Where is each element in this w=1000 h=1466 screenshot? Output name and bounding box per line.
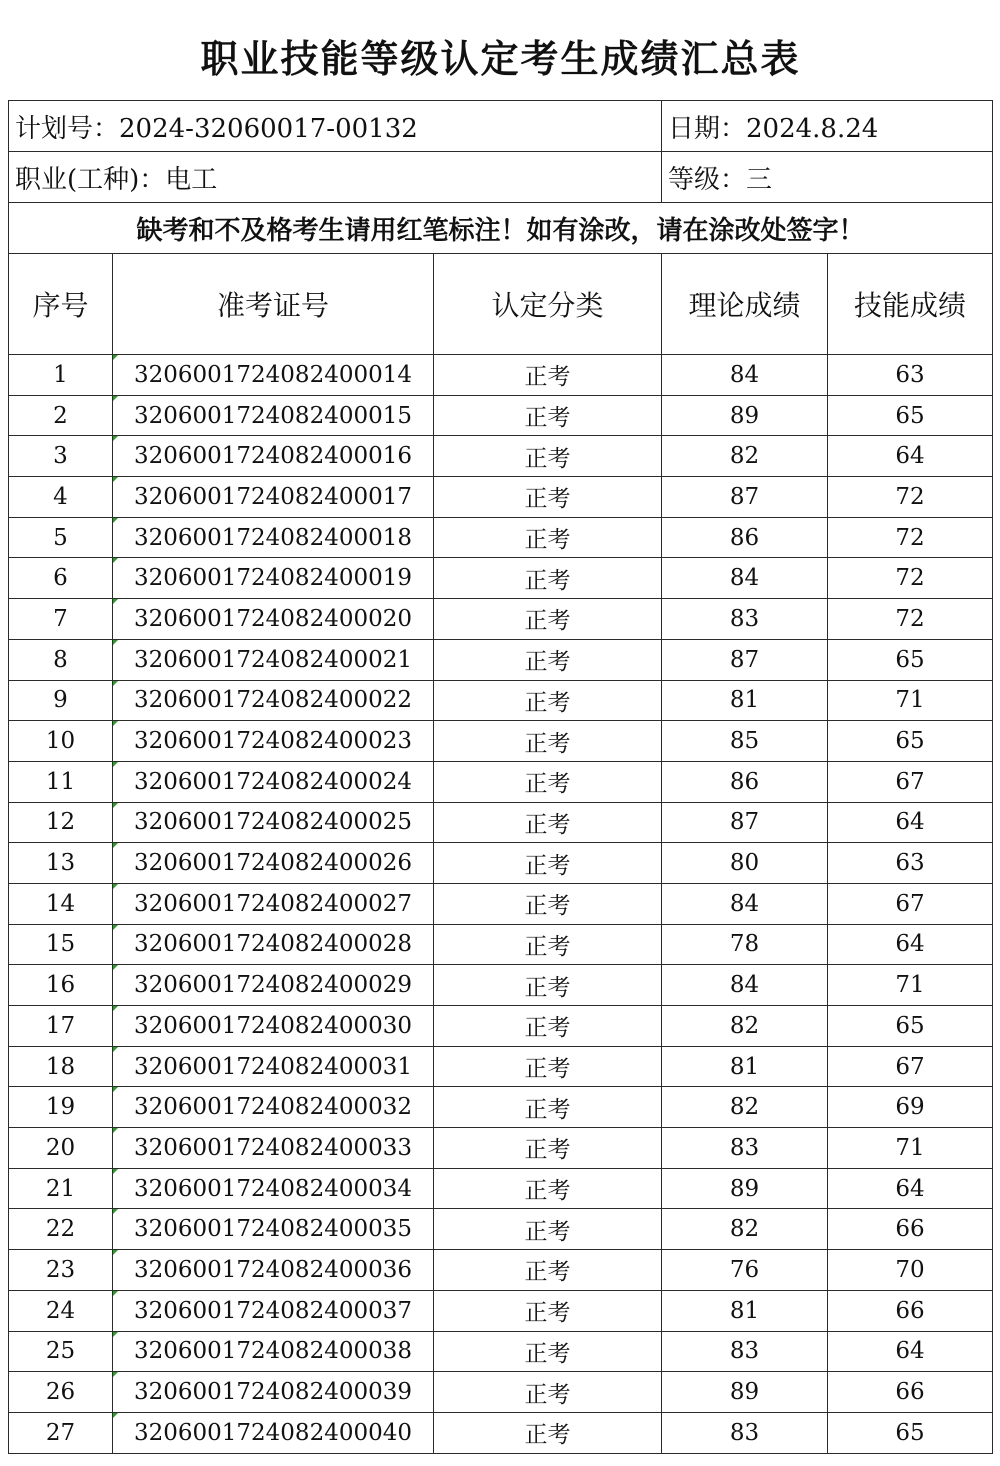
skill-score-cell: 71 — [828, 965, 993, 1006]
header-category: 认定分类 — [434, 254, 662, 355]
skill-score-cell: 64 — [828, 1168, 993, 1209]
skill-score-cell: 64 — [828, 802, 993, 843]
ticket-number-cell: 3206001724082400018 — [113, 517, 434, 558]
ticket-number-cell: 3206001724082400033 — [113, 1128, 434, 1169]
theory-score-cell: 81 — [662, 1290, 828, 1331]
serial-cell: 10 — [9, 721, 113, 762]
ticket-number-cell: 3206001724082400014 — [113, 355, 434, 396]
theory-score-cell: 84 — [662, 355, 828, 396]
table-row — [9, 802, 993, 843]
serial-cell: 24 — [9, 1290, 113, 1331]
skill-score-cell: 65 — [828, 395, 993, 436]
category-cell: 正考 — [434, 1168, 662, 1209]
table-row — [9, 883, 993, 924]
ticket-number-cell: 3206001724082400016 — [113, 436, 434, 477]
table-row — [9, 599, 993, 640]
table-row — [9, 1412, 993, 1453]
theory-score-cell: 82 — [662, 1209, 828, 1250]
theory-score-cell: 78 — [662, 924, 828, 965]
table-row — [9, 395, 993, 436]
skill-score-cell: 67 — [828, 1046, 993, 1087]
table-row — [9, 965, 993, 1006]
serial-cell: 3 — [9, 436, 113, 477]
table-row — [9, 1168, 993, 1209]
ticket-number-cell: 3206001724082400038 — [113, 1331, 434, 1372]
category-cell: 正考 — [434, 1046, 662, 1087]
theory-score-cell: 89 — [662, 395, 828, 436]
serial-cell: 13 — [9, 843, 113, 884]
table-row — [9, 1046, 993, 1087]
skill-score-cell: 72 — [828, 599, 993, 640]
category-cell: 正考 — [434, 1006, 662, 1047]
ticket-number-cell: 3206001724082400037 — [113, 1290, 434, 1331]
theory-score-cell: 85 — [662, 721, 828, 762]
table-row — [9, 1209, 993, 1250]
category-cell: 正考 — [434, 761, 662, 802]
table-row — [9, 355, 993, 396]
ticket-number-cell: 3206001724082400022 — [113, 680, 434, 721]
serial-cell: 11 — [9, 761, 113, 802]
ticket-number-cell: 3206001724082400023 — [113, 721, 434, 762]
serial-cell: 21 — [9, 1168, 113, 1209]
table-row — [9, 1250, 993, 1291]
serial-cell: 19 — [9, 1087, 113, 1128]
serial-cell: 27 — [9, 1412, 113, 1453]
ticket-number-cell: 3206001724082400026 — [113, 843, 434, 884]
table-row — [9, 1372, 993, 1413]
serial-cell: 26 — [9, 1372, 113, 1413]
skill-score-cell: 63 — [828, 843, 993, 884]
serial-cell: 5 — [9, 517, 113, 558]
serial-cell: 2 — [9, 395, 113, 436]
category-cell: 正考 — [434, 1290, 662, 1331]
ticket-number-cell: 3206001724082400029 — [113, 965, 434, 1006]
serial-cell: 15 — [9, 924, 113, 965]
skill-score-cell: 70 — [828, 1250, 993, 1291]
category-cell: 正考 — [434, 517, 662, 558]
theory-score-cell: 84 — [662, 883, 828, 924]
skill-score-cell: 71 — [828, 680, 993, 721]
ticket-number-cell: 3206001724082400021 — [113, 639, 434, 680]
header-skill-score: 技能成绩 — [828, 254, 993, 355]
skill-score-cell: 67 — [828, 883, 993, 924]
theory-score-cell: 80 — [662, 843, 828, 884]
category-cell: 正考 — [434, 924, 662, 965]
category-cell: 正考 — [434, 883, 662, 924]
theory-score-cell: 84 — [662, 558, 828, 599]
skill-score-cell: 72 — [828, 517, 993, 558]
skill-score-cell: 64 — [828, 436, 993, 477]
exam-date: 日期：2024.8.24 — [662, 101, 993, 152]
theory-score-cell: 83 — [662, 1412, 828, 1453]
serial-cell: 17 — [9, 1006, 113, 1047]
serial-cell: 8 — [9, 639, 113, 680]
ticket-number-cell: 3206001724082400031 — [113, 1046, 434, 1087]
serial-cell: 23 — [9, 1250, 113, 1291]
skill-score-cell: 66 — [828, 1209, 993, 1250]
category-cell: 正考 — [434, 1331, 662, 1372]
theory-score-cell: 82 — [662, 436, 828, 477]
header-ticket-number: 准考证号 — [113, 254, 434, 355]
serial-cell: 6 — [9, 558, 113, 599]
table-row — [9, 1290, 993, 1331]
category-cell: 正考 — [434, 355, 662, 396]
ticket-number-cell: 3206001724082400030 — [113, 1006, 434, 1047]
ticket-number-cell: 3206001724082400020 — [113, 599, 434, 640]
skill-score-cell: 65 — [828, 1412, 993, 1453]
category-cell: 正考 — [434, 477, 662, 518]
theory-score-cell: 89 — [662, 1372, 828, 1413]
category-cell: 正考 — [434, 395, 662, 436]
table-row — [9, 1087, 993, 1128]
ticket-number-cell: 3206001724082400019 — [113, 558, 434, 599]
theory-score-cell: 87 — [662, 639, 828, 680]
ticket-number-cell: 3206001724082400034 — [113, 1168, 434, 1209]
serial-cell: 14 — [9, 883, 113, 924]
ticket-number-cell: 3206001724082400040 — [113, 1412, 434, 1453]
serial-cell: 16 — [9, 965, 113, 1006]
level: 等级：三 — [662, 152, 993, 203]
table-row — [9, 477, 993, 518]
table-row — [9, 558, 993, 599]
notice-text: 缺考和不及格考生请用红笔标注！如有涂改，请在涂改处签字！ — [9, 203, 993, 254]
table-row — [9, 436, 993, 477]
category-cell: 正考 — [434, 1087, 662, 1128]
skill-score-cell: 63 — [828, 355, 993, 396]
theory-score-cell: 81 — [662, 680, 828, 721]
theory-score-cell: 87 — [662, 477, 828, 518]
theory-score-cell: 86 — [662, 517, 828, 558]
theory-score-cell: 83 — [662, 599, 828, 640]
theory-score-cell: 76 — [662, 1250, 828, 1291]
skill-score-cell: 65 — [828, 1006, 993, 1047]
category-cell: 正考 — [434, 802, 662, 843]
skill-score-cell: 67 — [828, 761, 993, 802]
skill-score-cell: 64 — [828, 924, 993, 965]
skill-score-cell: 65 — [828, 721, 993, 762]
category-cell: 正考 — [434, 599, 662, 640]
category-cell: 正考 — [434, 436, 662, 477]
theory-score-cell: 89 — [662, 1168, 828, 1209]
category-cell: 正考 — [434, 721, 662, 762]
table-row — [9, 924, 993, 965]
table-row — [9, 761, 993, 802]
table-body — [9, 355, 993, 1454]
score-table — [8, 10, 993, 1454]
serial-cell: 25 — [9, 1331, 113, 1372]
category-cell: 正考 — [434, 965, 662, 1006]
category-cell: 正考 — [434, 1209, 662, 1250]
skill-score-cell: 64 — [828, 1331, 993, 1372]
theory-score-cell: 82 — [662, 1087, 828, 1128]
category-cell: 正考 — [434, 558, 662, 599]
theory-score-cell: 86 — [662, 761, 828, 802]
skill-score-cell: 72 — [828, 477, 993, 518]
occupation: 职业(工种)：电工 — [9, 152, 662, 203]
table-row — [9, 517, 993, 558]
category-cell: 正考 — [434, 680, 662, 721]
serial-cell: 7 — [9, 599, 113, 640]
category-cell: 正考 — [434, 843, 662, 884]
category-cell: 正考 — [434, 639, 662, 680]
skill-score-cell: 66 — [828, 1372, 993, 1413]
table-row — [9, 680, 993, 721]
category-cell: 正考 — [434, 1412, 662, 1453]
theory-score-cell: 87 — [662, 802, 828, 843]
table-row — [9, 843, 993, 884]
ticket-number-cell: 3206001724082400015 — [113, 395, 434, 436]
ticket-number-cell: 3206001724082400024 — [113, 761, 434, 802]
serial-cell: 12 — [9, 802, 113, 843]
ticket-number-cell: 3206001724082400025 — [113, 802, 434, 843]
category-cell: 正考 — [434, 1372, 662, 1413]
table-row — [9, 639, 993, 680]
plan-number: 计划号：2024-32060017-00132 — [9, 101, 662, 152]
theory-score-cell: 83 — [662, 1331, 828, 1372]
ticket-number-cell: 3206001724082400017 — [113, 477, 434, 518]
serial-cell: 4 — [9, 477, 113, 518]
header-theory-score: 理论成绩 — [662, 254, 828, 355]
serial-cell: 18 — [9, 1046, 113, 1087]
ticket-number-cell: 3206001724082400032 — [113, 1087, 434, 1128]
theory-score-cell: 84 — [662, 965, 828, 1006]
header-serial: 序号 — [9, 254, 113, 355]
theory-score-cell: 81 — [662, 1046, 828, 1087]
table-row — [9, 721, 993, 762]
theory-score-cell: 82 — [662, 1006, 828, 1047]
ticket-number-cell: 3206001724082400028 — [113, 924, 434, 965]
theory-score-cell: 83 — [662, 1128, 828, 1169]
table-row — [9, 1331, 993, 1372]
table-row — [9, 1128, 993, 1169]
serial-cell: 9 — [9, 680, 113, 721]
serial-cell: 22 — [9, 1209, 113, 1250]
skill-score-cell: 69 — [828, 1087, 993, 1128]
category-cell: 正考 — [434, 1128, 662, 1169]
ticket-number-cell: 3206001724082400039 — [113, 1372, 434, 1413]
skill-score-cell: 71 — [828, 1128, 993, 1169]
skill-score-cell: 66 — [828, 1290, 993, 1331]
score-summary-sheet — [8, 10, 992, 1454]
skill-score-cell: 65 — [828, 639, 993, 680]
category-cell: 正考 — [434, 1250, 662, 1291]
ticket-number-cell: 3206001724082400035 — [113, 1209, 434, 1250]
table-row — [9, 1006, 993, 1047]
serial-cell: 1 — [9, 355, 113, 396]
ticket-number-cell: 3206001724082400027 — [113, 883, 434, 924]
ticket-number-cell: 3206001724082400036 — [113, 1250, 434, 1291]
page-title: 职业技能等级认定考生成绩汇总表 — [9, 10, 993, 101]
skill-score-cell: 72 — [828, 558, 993, 599]
table-header — [9, 254, 993, 355]
serial-cell: 20 — [9, 1128, 113, 1169]
